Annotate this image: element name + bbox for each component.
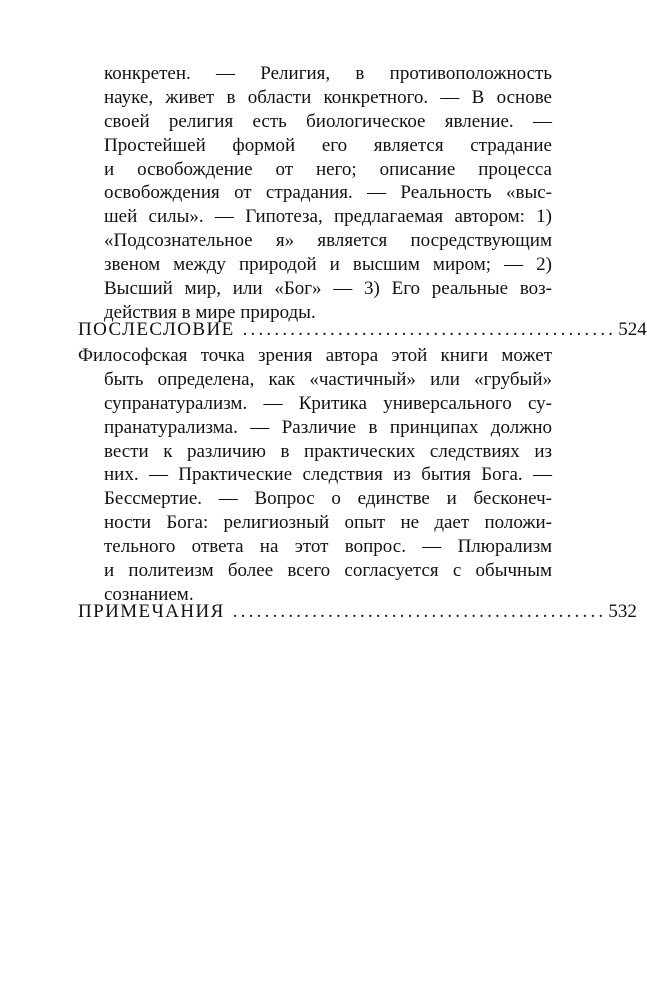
description-line: супранатурализм. — Критика универсального су- bbox=[104, 392, 552, 414]
description-line: вести к различию в практических следствиях из bbox=[104, 440, 552, 462]
description-line: освобождения от страдания. — Реальность «выс- bbox=[104, 182, 552, 204]
toc-dot-leader: ............................................... bbox=[232, 601, 607, 622]
section-description-afterword bbox=[78, 344, 552, 607]
toc-entry-afterword[interactable] bbox=[78, 318, 647, 342]
description-line: быть определена, как «частичный» или «грубый» bbox=[104, 368, 552, 390]
section-description-continued bbox=[78, 62, 552, 325]
description-line: конкретен. — Религия, в противоположность bbox=[104, 63, 552, 84]
description-line: шей силы». — Гипотеза, предлагаемая автором: 1) bbox=[104, 206, 552, 228]
description-line: и освобождение от него; описание процесса bbox=[104, 158, 552, 180]
description-line: действия в мире природы. bbox=[104, 301, 316, 323]
description-line: пранатурализма. — Различие в принципах должно bbox=[104, 416, 552, 438]
toc-entry-notes[interactable] bbox=[78, 600, 637, 624]
toc-page-number: 524 bbox=[618, 319, 647, 340]
description-line: Простейшей формой его является страдание bbox=[104, 134, 552, 156]
description-line: науке, живет в области конкретного. — В основе bbox=[104, 86, 552, 108]
description-line: ности Бога: религиозный опыт не дает положи- bbox=[104, 512, 552, 534]
toc-title: ПОСЛЕСЛОВИЕ bbox=[78, 319, 235, 340]
description-line: «Подсознательное я» является посредствующим bbox=[104, 230, 552, 252]
description-line: сознанием. bbox=[104, 583, 194, 605]
description-line: и политеизм более всего согласуется с обычным bbox=[104, 560, 552, 582]
toc-dot-leader: ............................................... bbox=[242, 319, 617, 340]
description-line: Высший мир, или «Бог» — 3) Его реальные воз- bbox=[104, 278, 552, 300]
description-line: Бессмертие. — Вопрос о единстве и бесконеч- bbox=[104, 488, 552, 510]
toc-title: ПРИМЕЧАНИЯ bbox=[78, 601, 225, 622]
description-line: тельного ответа на этот вопрос. — Плюрализм bbox=[104, 536, 552, 558]
description-line: них. — Практические следствия из бытия Бога. — bbox=[104, 464, 552, 486]
description-line: своей религия есть биологическое явление. — bbox=[104, 110, 552, 132]
description-line: звеном между природой и высшим миром; — 2) bbox=[104, 254, 552, 276]
toc-page-number: 532 bbox=[608, 601, 637, 622]
description-line: Философская точка зрения автора этой книги может bbox=[78, 345, 552, 366]
